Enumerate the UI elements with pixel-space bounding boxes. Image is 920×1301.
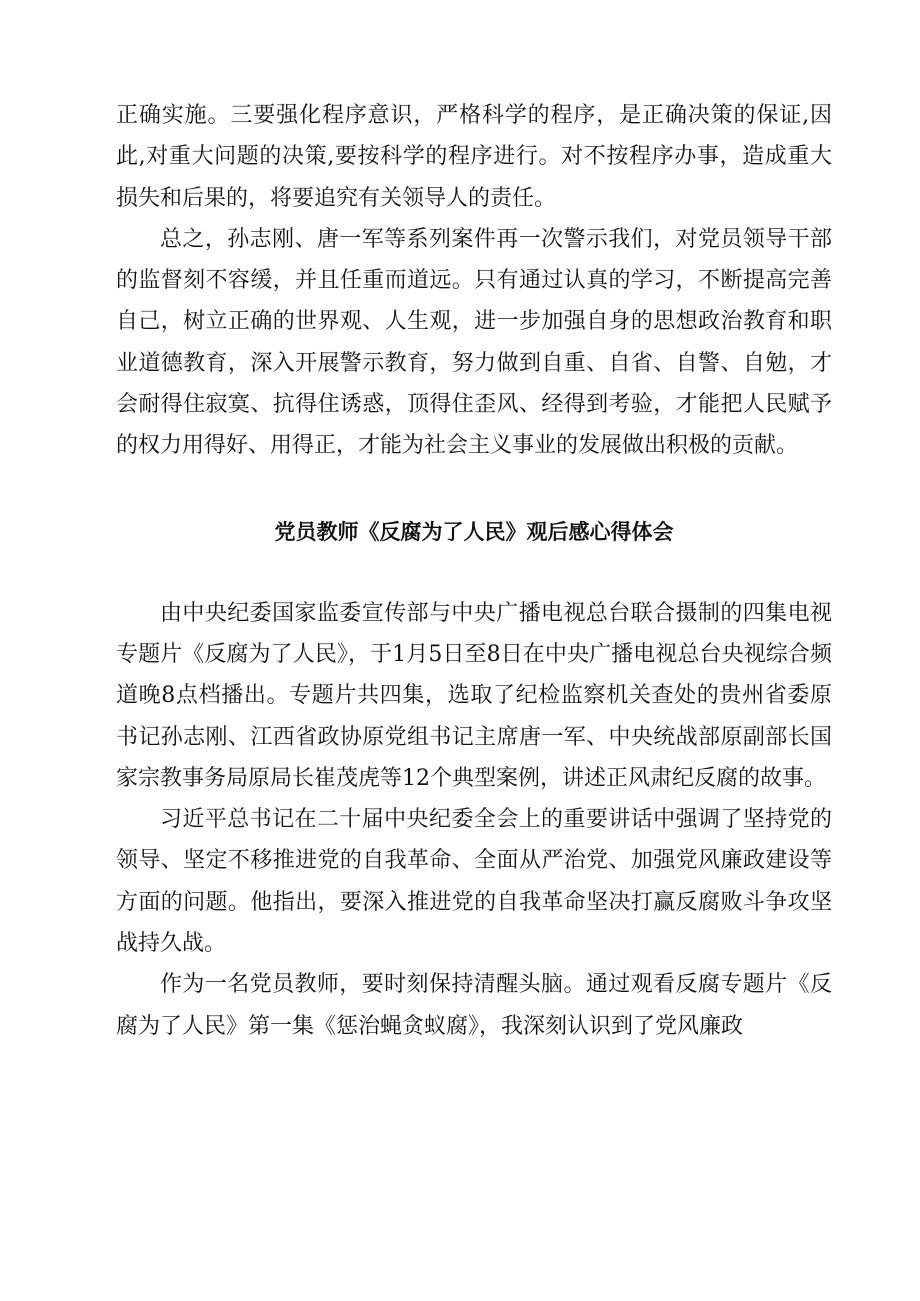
paragraph-conclusion: 总之，孙志刚、唐一军等系列案件再一次警示我们，对党员领导干部的监督刻不容缓，并且任重而道远。只有通过认真的学习，不断提高完善自己，树立正确的世界观、人生观，进一步加强自身的思想政治教育和职业道德教育，深入开展警示教育，努力做到自重、自省、自警、自勉，才会耐得住寂寞、抗得住诱惑，顶得住歪风、经得到考验，才能把人民赋予的权力用得好、用得正，才能为社会主义事业的发展做出积极的贡献。 <box>116 226 832 459</box>
paragraph-intro: 由中央纪委国家监委宣传部与中央广播电视总台联合摄制的四集电视专题片《反腐为了人民》，于1月5日至8日在中央广播电视总台央视综合频道晚8点档播出。专题片共四集，选取了纪检监察机关查处的贵州省委原书记孙志刚、江西省政协原党组书记主席唐一军、中央统战部原副部长国家宗教事务局原局长崔茂虎等12个典型案例，讲述正风肃纪反腐的故事。 <box>116 600 832 791</box>
document-page <box>116 95 832 1047</box>
paragraph-speech: 习近平总书记在二十届中央纪委全会上的重要讲话中强调了坚持党的领导、坚定不移推进党的自我革命、全面从严治党、加强党风廉政建设等方面的问题。他指出，要深入推进党的自我革命坚决打赢反腐败斗争攻坚战持久战。 <box>116 807 832 957</box>
article-title: 党员教师《反腐为了人民》观后感心得体会 <box>274 518 674 544</box>
paragraph-continuation: 正确实施。三要强化程序意识，严格科学的程序，是正确决策的保证,因此,对重大问题的决策,要按科学的程序进行。对不按程序办事，造成重大损失和后果的，将要追究有关领导人的责任。 <box>116 103 832 211</box>
paragraph-reflection: 作为一名党员教师，要时刻保持清醒头脑。通过观看反腐专题片《反腐为了人民》第一集《惩治蝇贪蚁腐》，我深刻认识到了党风廉政 <box>116 972 832 1039</box>
spacer <box>116 467 832 511</box>
spacer <box>116 552 832 593</box>
